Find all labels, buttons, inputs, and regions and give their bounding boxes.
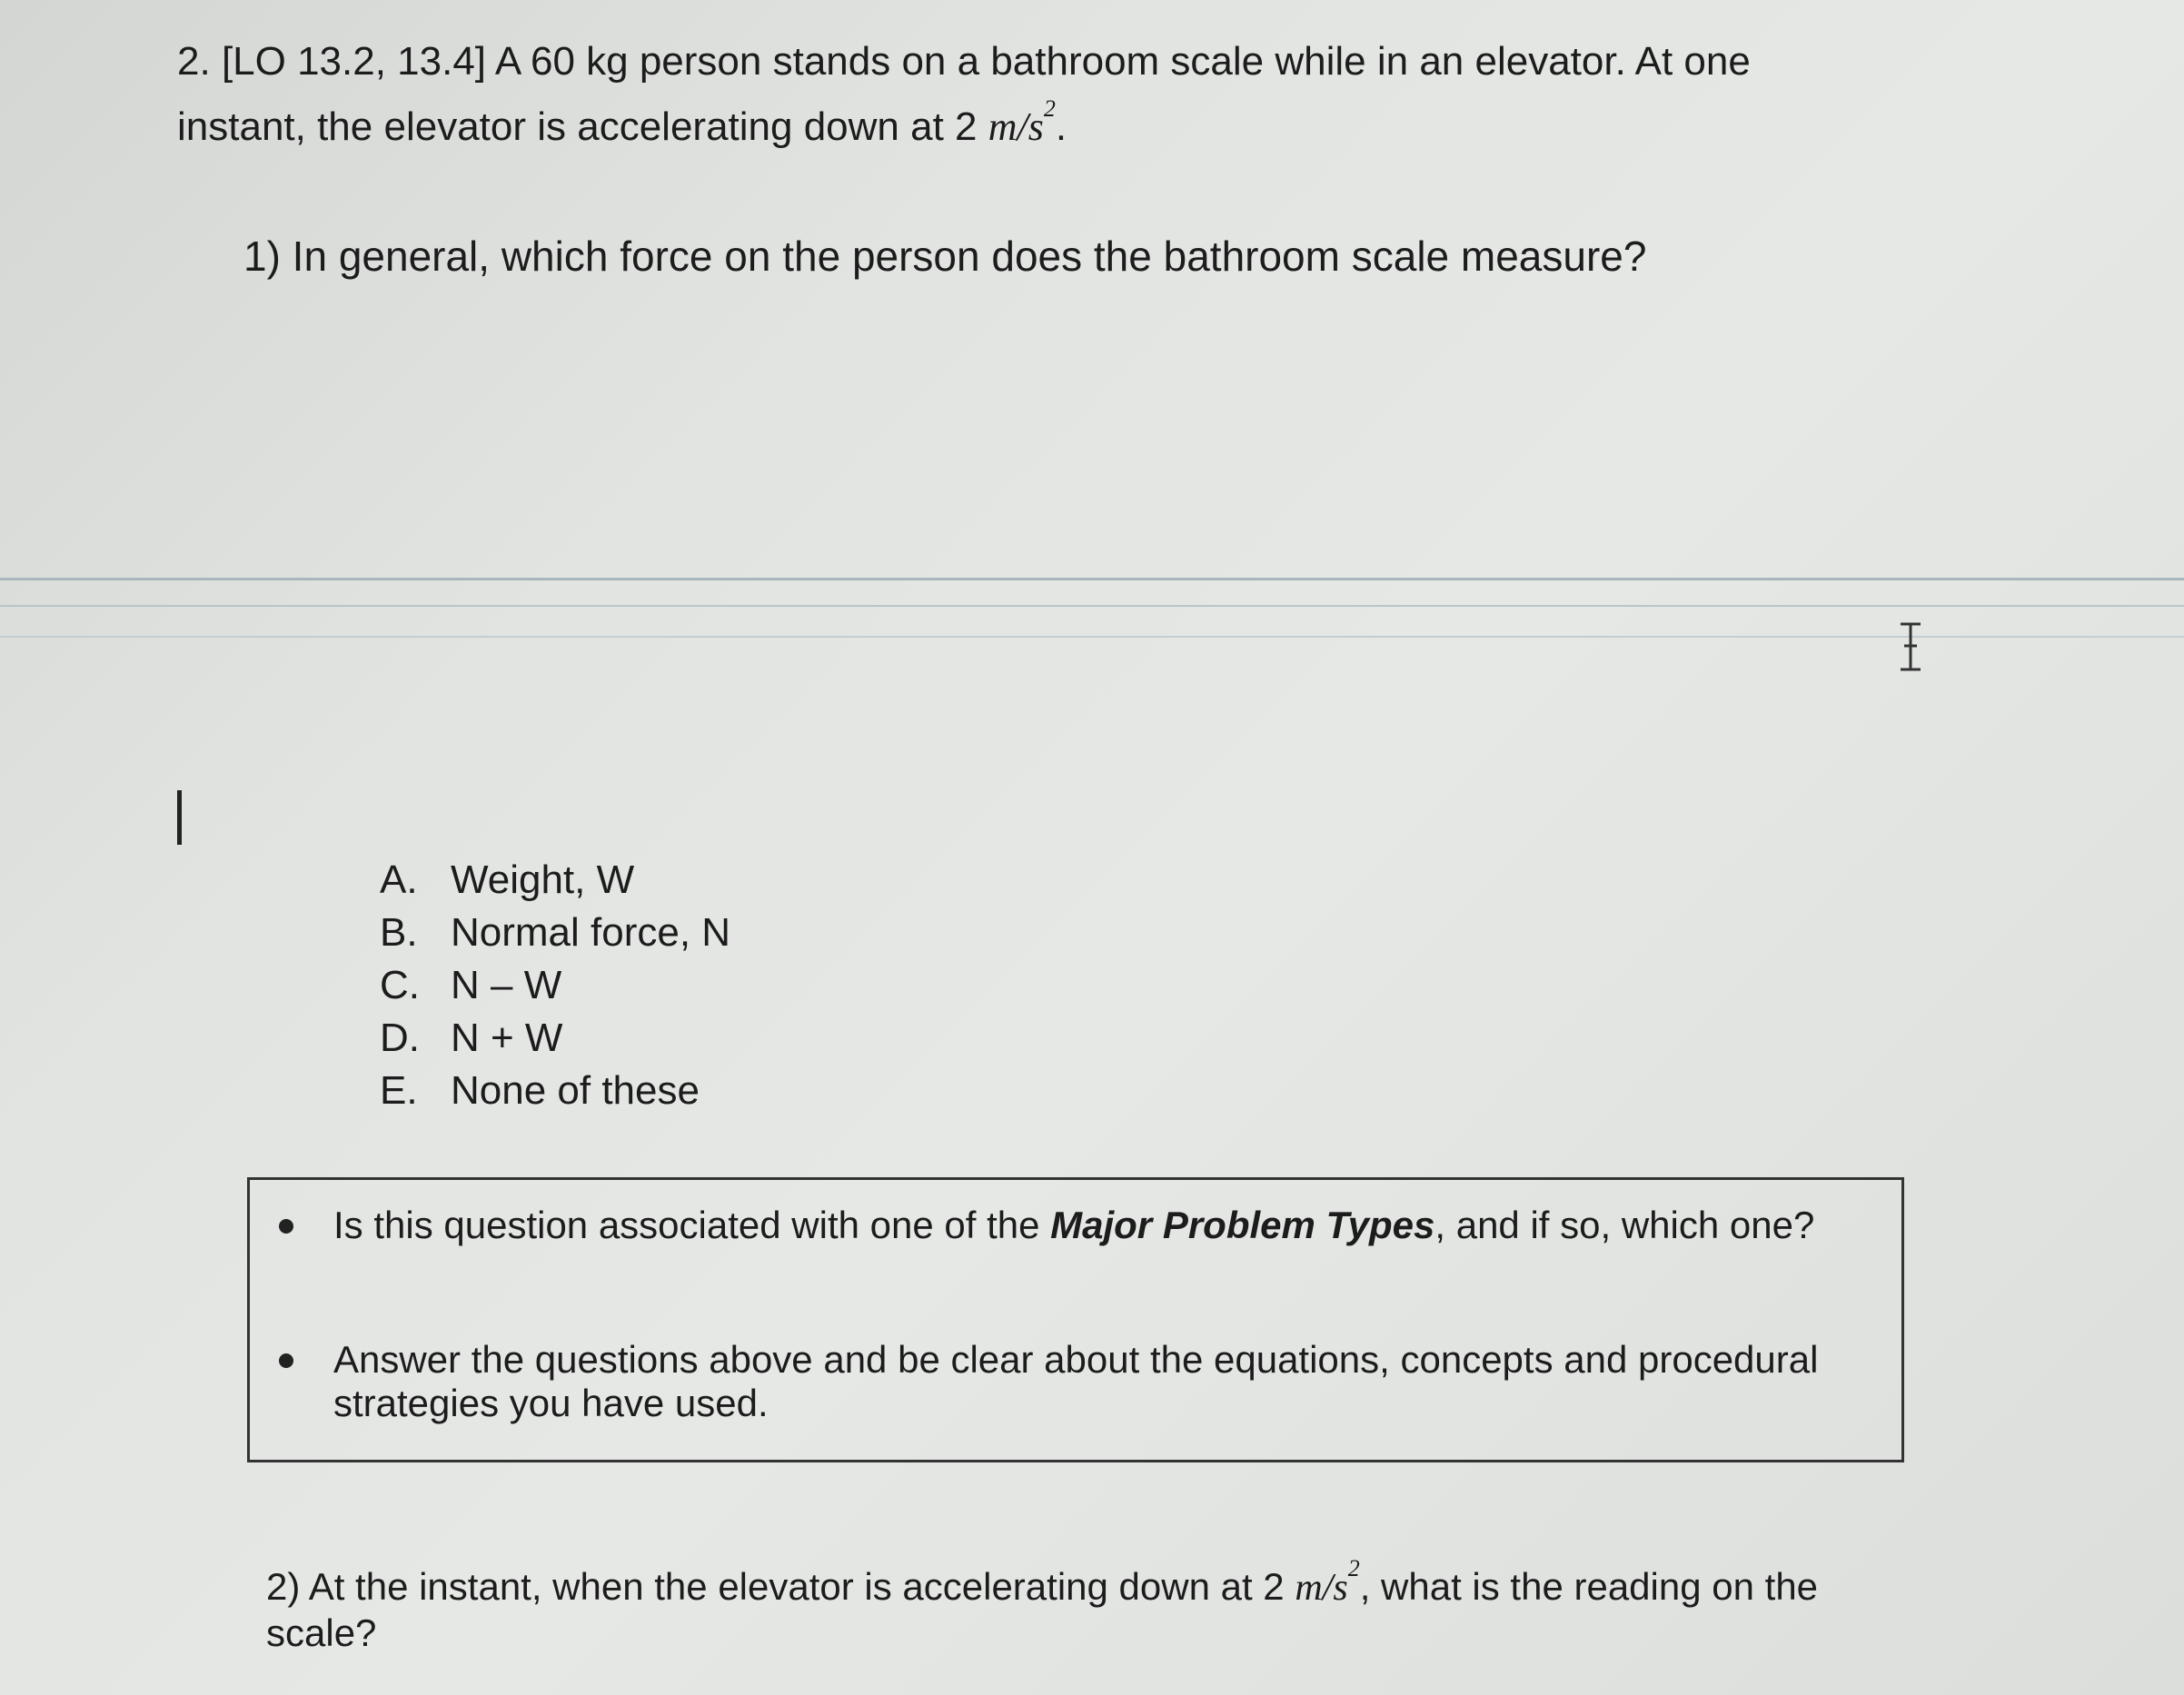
choice-text: None of these: [451, 1068, 700, 1113]
text-cursor-icon: [1897, 621, 1924, 672]
text-insertion-caret: [177, 790, 182, 845]
question-1: 1) In general, which force on the person does the bathroom scale measure?: [243, 233, 1647, 280]
instruction-text: Is this question associated with one of the: [333, 1204, 1051, 1246]
answer-choices: [380, 854, 730, 1117]
unit-exponent: 2: [1043, 95, 1056, 122]
choice-d[interactable]: [380, 1012, 730, 1065]
question-2-text: , what is the reading on the scale?: [266, 1565, 1819, 1654]
acceleration-unit: $m/s^2$: [1295, 1555, 1360, 1609]
choice-text: N – W: [451, 963, 562, 1007]
question-2: [266, 1555, 1901, 1656]
section-divider: [0, 578, 2184, 580]
instruction-item: [333, 1204, 1823, 1247]
choice-a[interactable]: [380, 854, 730, 907]
problem-text: A 60 kg person stands on a bathroom scale while in an elevator. At one instant, the elevator is accelerating down at 2: [177, 39, 1751, 149]
section-divider: [0, 605, 2184, 607]
choice-e[interactable]: [380, 1065, 730, 1117]
choice-letter: A.: [380, 857, 418, 902]
instruction-item: [333, 1338, 1823, 1425]
choice-letter: C.: [380, 963, 420, 1007]
instructions-box: [247, 1177, 1904, 1462]
choice-text: N + W: [451, 1016, 563, 1060]
bullet-icon: [279, 1353, 293, 1368]
choice-text: Normal force, N: [451, 910, 731, 955]
learning-objective-tag: [LO 13.2, 13.4]: [221, 39, 487, 84]
major-problem-types-emphasis: Major Problem Types: [1050, 1204, 1435, 1246]
problem-number: 2.: [177, 39, 211, 84]
choice-c[interactable]: [380, 959, 730, 1012]
question-2-text: 2) At the instant, when the elevator is accelerating down at 2: [266, 1565, 1285, 1608]
choice-letter: E.: [380, 1068, 418, 1113]
section-divider: [0, 636, 2184, 638]
bullet-icon: [279, 1219, 293, 1234]
instruction-text: Answer the questions above and be clear about the equations, concepts and procedural strategies you have used.: [333, 1338, 1819, 1424]
choice-letter: B.: [380, 910, 418, 955]
acceleration-unit: $m/s^2$: [988, 95, 1056, 149]
problem-statement: [177, 29, 1858, 160]
sentence-end: .: [1055, 104, 1067, 149]
choice-text: Weight, W: [451, 857, 635, 902]
instruction-text: , and if so, which one?: [1434, 1204, 1815, 1246]
choice-letter: D.: [380, 1016, 420, 1060]
choice-b[interactable]: [380, 907, 730, 959]
unit-exponent: 2: [1347, 1555, 1360, 1581]
